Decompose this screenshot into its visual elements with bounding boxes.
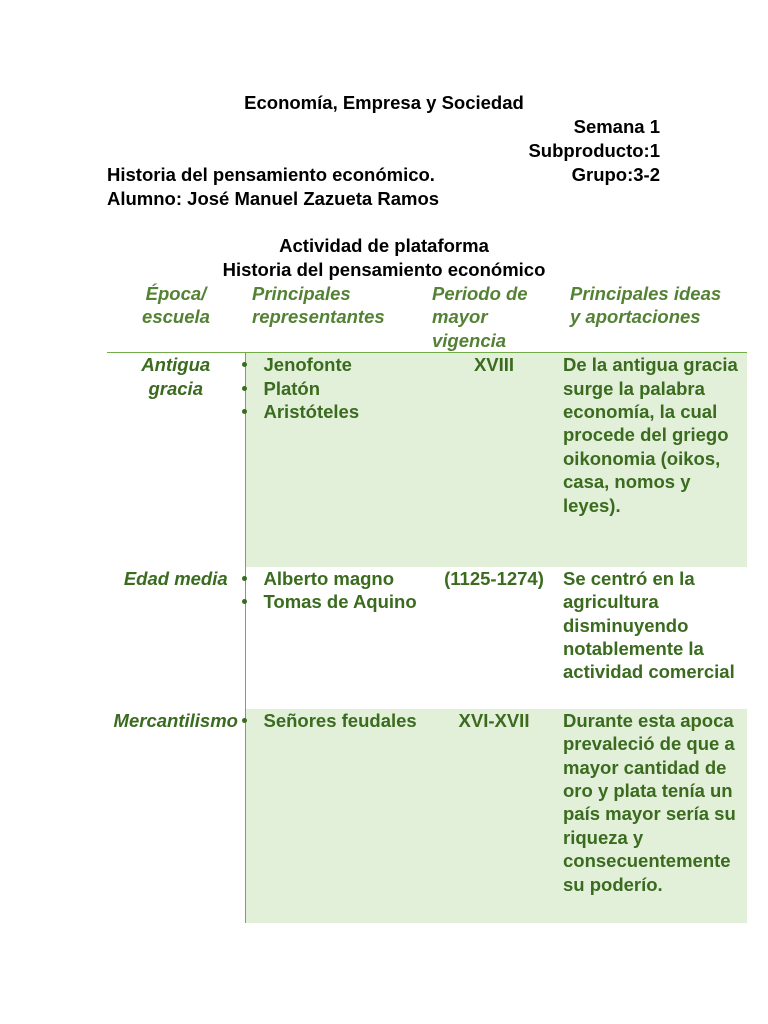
ideas-cell: De la antigua gracia surge la palabra economía, la cual procede del griego oikonomia (oikos, casa, nomos y leyes). [563,353,747,567]
era-cell: Mercantilismo [107,709,245,923]
period-cell: XVI-XVII [425,709,563,923]
representatives-cell [245,353,425,567]
period-cell: XVIII [425,353,563,567]
group-label: Grupo:3-2 [571,164,660,185]
activity-title: Actividad de plataforma [279,235,489,256]
topic-label: Historia del pensamiento económico. [107,164,435,185]
subproduct-label: Subproducto:1 [528,140,660,161]
header-epoca: Época/ escuela [107,282,245,353]
ideas-cell: Se centró en la agricultura disminuyendo notablemente la actividad comercial [563,567,735,683]
activity-subtitle: Historia del pensamiento económico [222,259,546,280]
header-representantes: Principales representantes [245,282,425,353]
representatives-cell [245,567,425,709]
representatives-cell [245,709,425,923]
table-row [107,353,747,567]
list-item: Platón [264,377,426,400]
history-table [107,282,747,923]
header-periodo: Periodo de mayor vigencia [425,282,563,353]
ideas-cell: Durante esta apoca prevaleció de que a mayor cantidad de oro y plata tenía un país mayor sería su riqueza y consecuentemente su poderío. [563,709,747,923]
list-item: Señores feudales [264,709,426,732]
week-label: Semana 1 [573,116,660,137]
course-title: Economía, Empresa y Sociedad [244,92,524,113]
list-item: Aristóteles [264,400,426,423]
list-item: Alberto magno [264,567,426,590]
period-cell: (1125-1274) [444,567,544,589]
student-name: Alumno: José Manuel Zazueta Ramos [107,188,440,209]
era-cell: Edad media [107,567,245,709]
list-item: Jenofonte [264,353,426,376]
table-row [107,709,747,923]
list-item: Tomas de Aquino [264,590,426,613]
era-cell: Antigua gracia [107,353,245,567]
table-header-row [107,282,747,353]
header-ideas: Principales ideas y aportaciones [563,282,747,353]
table-row [107,567,747,709]
